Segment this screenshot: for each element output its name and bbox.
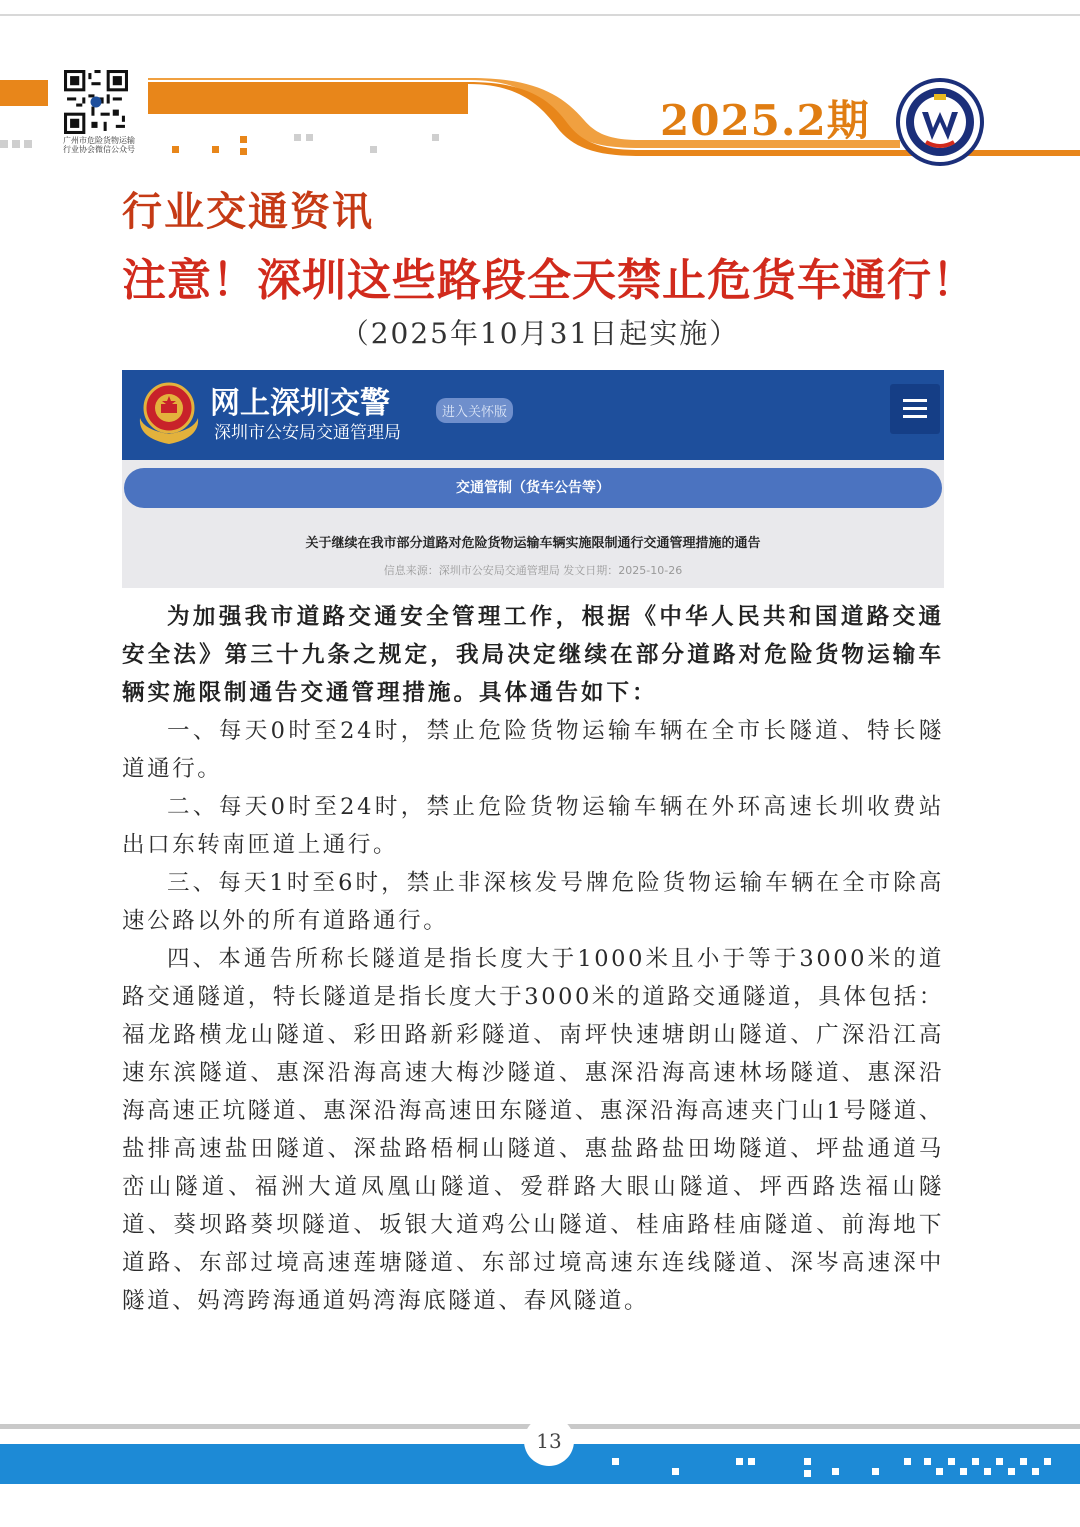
footer-dot — [736, 1458, 743, 1465]
footer-dot — [804, 1470, 811, 1477]
lead-paragraph: 为加强我市道路交通安全管理工作，根据《中华人民共和国道路交通安全法》第三十九条之规定，我局决定继续在部分道路对危险货物运输车辆实施限制通告交通管理措施。具体通告如下： — [122, 604, 944, 706]
notice-title[interactable]: 关于继续在我市部分道路对危险货物运输车辆实施限制通行交通管理措施的通告 — [305, 536, 761, 551]
footer-dot — [960, 1468, 967, 1475]
site-header-bar — [122, 370, 944, 460]
menu-icon[interactable] — [890, 384, 940, 434]
header-dot — [24, 140, 32, 148]
header-dot — [240, 148, 247, 155]
header-dot — [0, 140, 8, 148]
page-number: 13 — [524, 1416, 574, 1466]
association-logo — [896, 78, 984, 166]
site-subtitle: 深圳市公安局交通管理局 — [214, 423, 401, 443]
footer-dot — [984, 1468, 991, 1475]
footer-dot — [1044, 1458, 1051, 1465]
footer-dot — [996, 1458, 1003, 1465]
police-emblem-icon — [134, 378, 204, 448]
qr-caption: 广州市危险货物运输 行业协会微信公众号 — [63, 136, 135, 154]
item-paragraph: 四、本通告所称长隧道是指长度大于1000米且小于等于3000米的道路交通隧道，特长隧道是指长度大于3000米的道路交通隧道，具体包括：福龙路横龙山隧道、彩田路新彩隧道、南坪快速塘朗山隧道、广深沿江高速东滨隧道、惠深沿海高速大梅沙隧道、惠深沿海高速林场隧道、惠深沿海高速正坑隧道、惠深沿海高速田东隧道、惠深沿海高速夹门山1号隧道、盐排高速盐田隧道、深盐路梧桐山隧道、惠盐路盐田坳隧道、坪盐通道马峦山隧道、福洲大道凤凰山隧道、爱群路大眼山隧道、坪西路迭福山隧道、葵坝路葵坝隧道、坂银大道鸡公山隧道、桂庙路桂庙隧道、前海地下道路、东部过境高速莲塘隧道、东部过境高速东连线隧道、深岑高速深中隧道、妈湾跨海通道妈湾海底隧道、春风隧道。 — [122, 946, 944, 1314]
footer-dot — [872, 1468, 879, 1475]
item-paragraph: 三、每天1时至6时，禁止非深核发号牌危险货物运输车辆在全市除高速公路以外的所有道路通行。 — [122, 870, 944, 934]
header-dot — [294, 134, 301, 141]
site-name: 网上深圳交警 — [210, 386, 390, 421]
issue-number: 2025.2期 — [660, 96, 870, 145]
footer-dot — [936, 1468, 943, 1475]
footer-dot — [748, 1458, 755, 1465]
category-pill[interactable]: 交通管制（货车公告等） — [124, 468, 942, 508]
footer-dot — [1032, 1468, 1039, 1475]
footer-dot — [948, 1458, 955, 1465]
header-dot — [432, 134, 439, 141]
header-dot — [306, 134, 313, 141]
footer-dot — [672, 1468, 679, 1475]
footer-dot — [924, 1458, 931, 1465]
footer-dot — [1008, 1468, 1015, 1475]
notice-meta: 信息来源：深圳市公安局交通管理局 发文日期：2025-10-26 — [383, 564, 683, 577]
header-dot — [240, 136, 247, 143]
section-title: 行业交通资讯 — [122, 189, 374, 235]
qr-code — [64, 70, 128, 134]
article-body — [122, 598, 944, 1320]
header-dot — [172, 146, 179, 153]
footer-dot — [1020, 1458, 1027, 1465]
header-dot — [212, 146, 219, 153]
article-headline: 注意！深圳这些路段全天禁止危货车通行！ — [122, 255, 977, 306]
item-paragraph: 二、每天0时至24时，禁止危险货物运输车辆在外环高速长圳收费站出口东转南匝道上通行。 — [122, 794, 944, 858]
top-rule — [0, 14, 1080, 16]
header-dot — [370, 146, 377, 153]
effective-date: （2025年10月31日起实施） — [340, 317, 740, 350]
item-paragraph: 一、每天0时至24时，禁止危险货物运输车辆在全市长隧道、特长隧道通行。 — [122, 718, 944, 782]
website-screenshot — [122, 370, 944, 588]
footer-dot — [804, 1458, 811, 1465]
footer-dot — [972, 1458, 979, 1465]
care-version-button[interactable]: 进入关怀版 — [436, 398, 513, 423]
footer-dot — [904, 1458, 911, 1465]
footer-dot — [832, 1468, 839, 1475]
footer-dot — [612, 1458, 619, 1465]
header-dot — [12, 140, 20, 148]
